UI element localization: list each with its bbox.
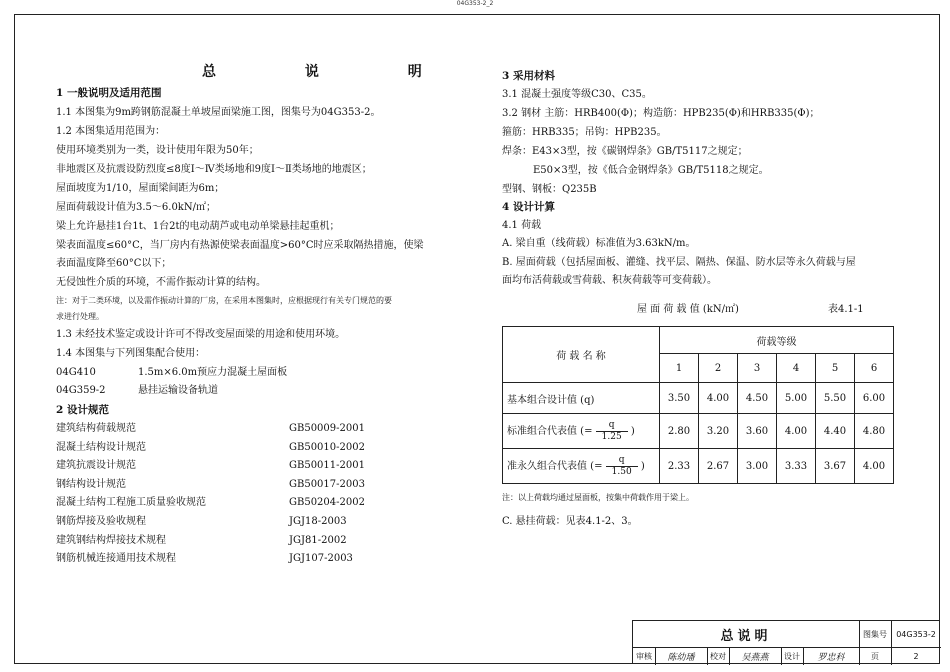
table-row: [503, 383, 894, 414]
fraction-numerator: q: [596, 420, 628, 432]
fraction: [606, 455, 638, 478]
code-number: GB50204-2002: [289, 497, 365, 508]
table-note: 注：以上荷载均通过屋面板，按集中荷载作用于梁上。: [502, 493, 694, 502]
atlas-number: 04G353-2: [896, 629, 936, 639]
table-grade-title: 荷载等级: [660, 327, 894, 354]
fraction-denominator: 1.25: [601, 431, 622, 442]
row-label-cell: [503, 414, 660, 449]
table-caption: 屋 面 荷 载 值 (kN/㎡): [637, 304, 739, 315]
table-number: 表4.1-1: [828, 304, 864, 315]
cell: 4.00: [699, 383, 738, 414]
cell: 3.00: [738, 449, 777, 484]
text-3-2b: 箍筋：HRB335；吊钩：HPB235。: [502, 127, 667, 138]
text-load-b2: 面均布活荷载或雪荷载、积灰荷载等可变荷载）。: [502, 275, 717, 286]
load-table: [502, 326, 894, 484]
cell: 2.33: [660, 449, 699, 484]
code-number: JGJ107-2003: [289, 553, 353, 564]
grade-header: 1: [660, 354, 699, 383]
page-title: 总 说 明: [202, 64, 464, 80]
code-name: 混凝土结构工程施工质量验收规范: [56, 497, 206, 508]
section-1-heading: 1 一般说明及适用范围: [56, 87, 162, 99]
row-label: 准永久组合代表值 (=: [507, 460, 603, 472]
checker-name: 吴燕燕: [741, 652, 769, 663]
text-1-2f: 梁表面温度≤60°C，当厂房内有热源使梁表面温度>60°C时应采取隔热措施，使梁: [56, 240, 424, 251]
fraction: [596, 420, 628, 443]
grade-header: 6: [855, 354, 894, 383]
cell: 6.00: [855, 383, 894, 414]
text-4-1: 4.1 荷载: [502, 220, 542, 231]
code-name: 建筑结构荷载规范: [56, 423, 136, 434]
ref-2-name: 悬挂运输设备轨道: [138, 385, 218, 396]
code-number: GB50017-2003: [289, 479, 365, 490]
text-3-1: 3.1 混凝土强度等级C30、C35。: [502, 89, 652, 100]
text-1-1: 1.1 本图集为9m跨钢筋混凝土单坡屋面梁施工图，图集号为04G353-2。: [56, 107, 381, 118]
page-number: 2: [913, 651, 919, 661]
text-1-4: 1.4 本图集与下列图集配合使用：: [56, 348, 206, 359]
section-3-heading: 3 采用材料: [502, 70, 555, 82]
code-name: 建筑钢结构焊接技术规程: [56, 535, 166, 546]
code-name: 建筑抗震设计规范: [56, 460, 136, 471]
note-1: 注：对于二类环境，以及需作振动计算的厂房，在采用本图集时，应根据现行有关专门规范的要: [56, 296, 392, 305]
page-label: 页: [871, 651, 879, 661]
cell: 4.00: [777, 414, 816, 449]
check-label: 校对: [710, 651, 726, 661]
cell: 5.50: [816, 383, 855, 414]
cell: 4.50: [738, 383, 777, 414]
cell: 4.80: [855, 414, 894, 449]
table-row: [503, 414, 894, 449]
code-name: 钢筋焊接及验收规程: [56, 516, 146, 527]
sheet-code-label: 04G353-2_2: [456, 0, 494, 7]
note-1b: 求进行处理。: [56, 312, 104, 321]
table-col-title: 荷 载 名 称: [503, 327, 660, 383]
cell: 5.00: [777, 383, 816, 414]
designer-name: 罗忠科: [817, 652, 845, 663]
code-number: JGJ81-2002: [289, 535, 347, 546]
title-block: [632, 620, 940, 664]
cell: 3.33: [777, 449, 816, 484]
cell: 4.00: [855, 449, 894, 484]
grade-header: 5: [816, 354, 855, 383]
title-block-title: 总说明: [720, 628, 772, 644]
text-1-2e: 梁上允许悬挂1台1t、1台2t的电动葫芦或电动单梁悬挂起重机；: [56, 221, 340, 232]
design-label: 设计: [784, 651, 800, 661]
paren-close: ): [630, 425, 635, 437]
review-label: 审核: [636, 651, 652, 661]
cell: 3.20: [699, 414, 738, 449]
section-2-heading: 2 设计规范: [56, 404, 109, 416]
text-1-2a: 使用环境类别为一类，设计使用年限为50年；: [56, 145, 259, 156]
text-weld-2: E50×3型，按《低合金钢焊条》GB/T5118之规定。: [533, 165, 769, 176]
text-weld-1: 焊条：E43×3型，按《碳钢焊条》GB/T5117之规定；: [502, 146, 748, 157]
reviewer-name: 陈幼璠: [667, 652, 695, 663]
text-1-2b: 非地震区及抗震设防烈度≤8度Ⅰ～Ⅳ类场地和9度Ⅰ～Ⅱ类场地的地震区；: [56, 164, 372, 175]
paren-close: ): [640, 460, 645, 472]
text-1-2: 1.2 本图集适用范围为：: [56, 126, 166, 137]
code-name: 混凝土结构设计规范: [56, 442, 146, 453]
code-name: 钢结构设计规范: [56, 479, 126, 490]
atlas-number-label: 图集号: [863, 629, 887, 639]
row-label: 标准组合代表值 (=: [507, 425, 593, 437]
table-row: [503, 449, 894, 484]
text-1-3: 1.3 未经技术鉴定或设计许可不得改变屋面梁的用途和使用环境。: [56, 329, 346, 340]
text-load-b: B. 屋面荷载（包括屋面板、灌缝、找平层、隔热、保温、防水层等永久荷载与屋: [502, 257, 856, 268]
cell: 3.50: [660, 383, 699, 414]
code-number: GB50009-2001: [289, 423, 365, 434]
grade-header: 3: [738, 354, 777, 383]
text-load-a: A. 梁自重（线荷载）标准值为3.63kN/m。: [502, 238, 696, 249]
cell: 2.67: [699, 449, 738, 484]
text-1-2c: 屋面坡度为1/10，屋面梁间距为6m；: [56, 183, 225, 194]
ref-1-name: 1.5m×6.0m预应力混凝土屋面板: [138, 367, 288, 378]
text-1-2d: 屋面荷载设计值为3.5～6.0kN/㎡；: [56, 202, 216, 213]
ref-2-code: 04G359-2: [56, 385, 106, 396]
section-4-heading: 4 设计计算: [502, 201, 555, 213]
ref-1-code: 04G410: [56, 367, 96, 378]
row-label: 基本组合设计值 (q): [503, 383, 660, 414]
cell: 2.80: [660, 414, 699, 449]
code-number: JGJ18-2003: [289, 516, 347, 527]
cell: 4.40: [816, 414, 855, 449]
fraction-denominator: 1.50: [611, 466, 632, 477]
text-steel: 型钢、钢板：Q235B: [502, 184, 597, 195]
row-label-cell: [503, 449, 660, 484]
cell: 3.67: [816, 449, 855, 484]
fraction-numerator: q: [606, 455, 638, 467]
code-number: GB50011-2001: [289, 460, 365, 471]
text-3-2: 3.2 钢材 主筋：HRB400(Φ)；构造筋：HPB235(Φ)和HRB335(Φ)；: [502, 108, 820, 119]
grade-header: 4: [777, 354, 816, 383]
text-1-2h: 无侵蚀性介质的环境，不需作振动计算的结构。: [56, 277, 266, 288]
text-load-c: C. 悬挂荷载：见表4.1-2、3。: [502, 516, 638, 527]
cell: 3.60: [738, 414, 777, 449]
text-1-2g: 表面温度降至60°C以下；: [56, 258, 172, 269]
code-name: 钢筋机械连接通用技术规程: [56, 553, 176, 564]
grade-header: 2: [699, 354, 738, 383]
code-number: GB50010-2002: [289, 442, 365, 453]
